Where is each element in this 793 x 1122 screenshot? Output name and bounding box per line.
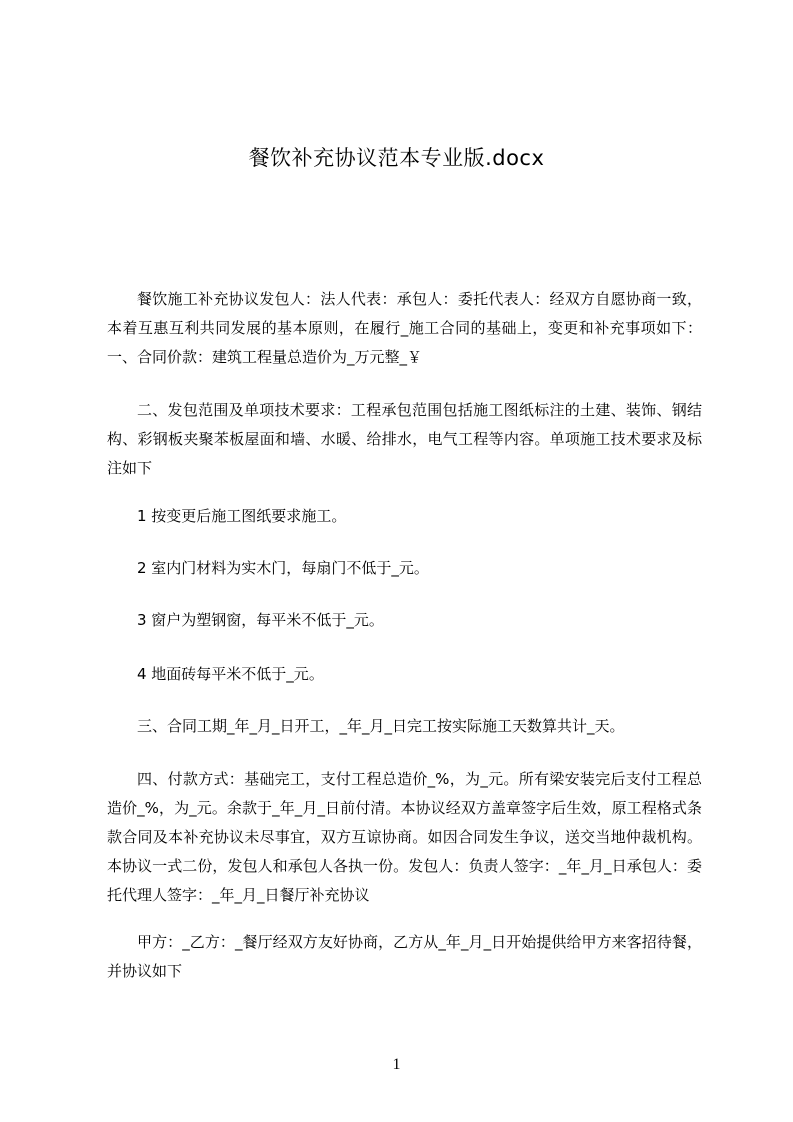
paragraph-payment: 四、付款方式：基础完工，支付工程总造价_%，为_元。所有梁安装完后支付工程总造价_%，为_元。余款于_年_月_日前付清。本协议经双方盖章签字后生效，原工程格式条款合同及本补充协议未尽事宜，双方互谅协商。如因合同发生争议，送交当地仲裁机构。本协议一式二份，发包人和承包人各执一份。发包人：负责人签字：_年_月_日承包人：委托代理人签字：_年_月_日餐厅补充协议 bbox=[107, 770, 702, 904]
list-item: 1 按变更后施工图纸要求施工。 bbox=[137, 507, 347, 525]
list-item: 2 室内门材料为实木门，每扇门不低于_元。 bbox=[137, 559, 429, 577]
paragraph-intro: 餐饮施工补充协议发包人：法人代表：承包人：委托代表人：经双方自愿协商一致，本着互惠互利共同发展的基本原则，在履行_施工合同的基础上，变更和补充事项如下：一、合同价款：建筑工程量总造价为_万元整_￥ bbox=[107, 290, 702, 366]
list-item: 4 地面砖每平米不低于_元。 bbox=[137, 665, 324, 683]
list-item: 3 窗户为塑钢窗，每平米不低于_元。 bbox=[137, 611, 384, 629]
paragraph-scope: 二、发包范围及单项技术要求：工程承包范围包括施工图纸标注的土建、装饰、钢结构、彩钢板夹聚苯板屋面和墙、水暖、给排水，电气工程等内容。单项施工技术要求及标注如下 bbox=[107, 401, 702, 477]
paragraph-parties: 甲方：_乙方：_餐厅经双方友好协商，乙方从_年_月_日开始提供给甲方来客招待餐，并协议如下 bbox=[107, 933, 702, 980]
document-title: 餐饮补充协议范本专业版.docx bbox=[248, 146, 545, 170]
paragraph-schedule: 三、合同工期_年_月_日开工，_年_月_日完工按实际施工天数算共计_天。 bbox=[137, 717, 625, 735]
page-number: 1 bbox=[392, 1056, 401, 1073]
